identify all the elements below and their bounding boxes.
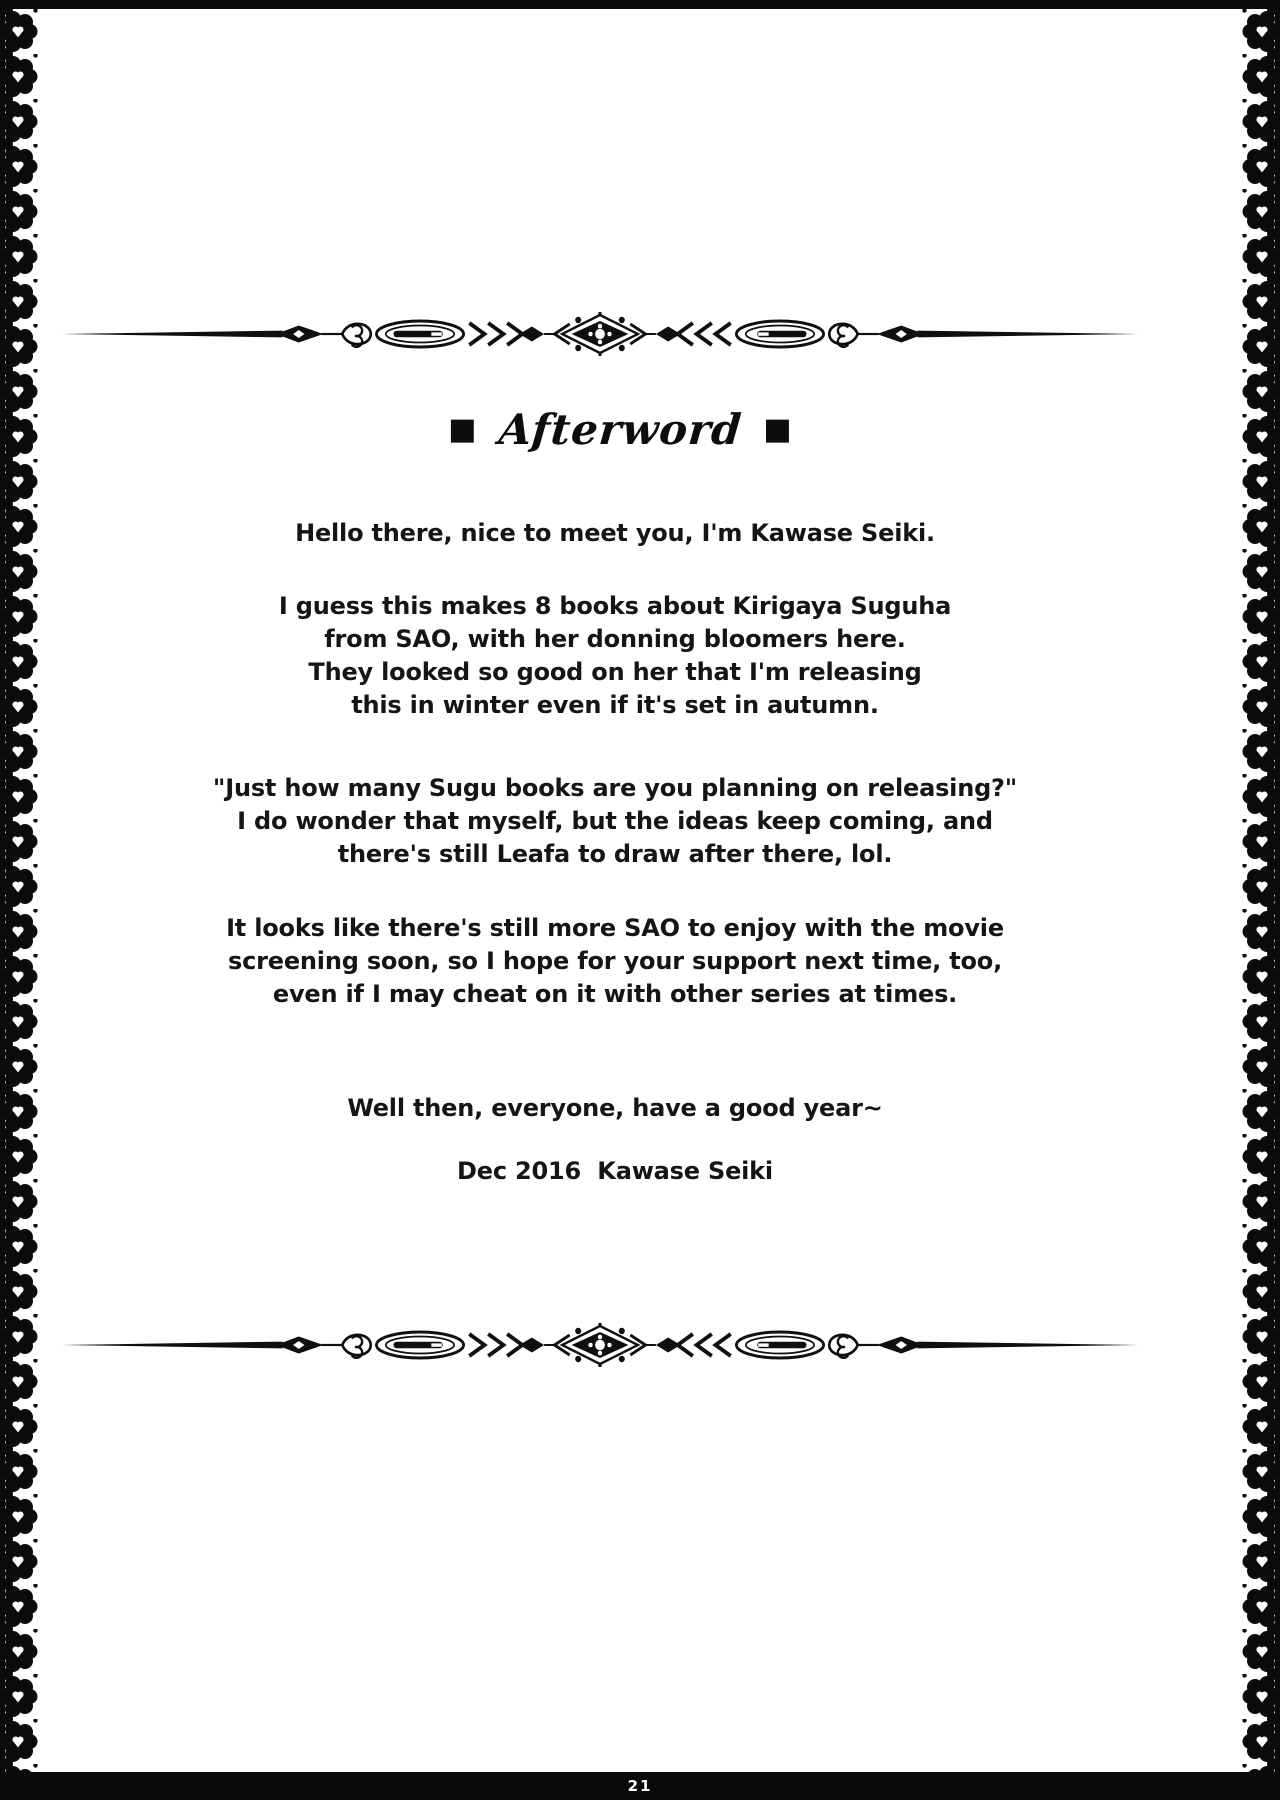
lace-border-left-icon <box>0 9 40 1772</box>
lace-border-right-icon <box>1240 9 1280 1772</box>
title-square-left-icon: ■ <box>448 412 477 447</box>
top-border-bar <box>0 0 1280 9</box>
afterword-paragraph-movie <box>0 912 1230 1011</box>
afterword-paragraph-question <box>0 772 1230 871</box>
text-line: there's still Leafa to draw after there, lol. <box>337 840 893 868</box>
afterword-paragraph-greeting <box>0 517 1230 550</box>
page-number: 21 <box>627 1777 653 1795</box>
afterword-paragraph-books <box>0 590 1230 722</box>
afterword-title <box>0 406 1240 454</box>
page-number-bar <box>0 1772 1280 1800</box>
text-line: Dec 2016 Kawase Seiki <box>457 1157 773 1185</box>
text-line: screening soon, so I hope for your support next time, too, <box>228 947 1002 975</box>
text-line: I guess this makes 8 books about Kirigaya Suguha <box>278 592 952 620</box>
text-line: It looks like there's still more SAO to enjoy with the movie <box>226 914 1004 942</box>
text-line: this in winter even if it's set in autumn. <box>351 691 879 719</box>
text-line: even if I may cheat on it with other series at times. <box>272 980 958 1008</box>
text-line: They looked so good on her that I'm releasing <box>308 658 922 686</box>
afterword-signature <box>0 1155 1230 1188</box>
text-line: from SAO, with her donning bloomers here. <box>324 625 906 653</box>
ornamental-divider-bottom-icon <box>60 1323 1140 1367</box>
text-line: Hello there, nice to meet you, I'm Kawase Seiki. <box>295 519 935 547</box>
text-line: "Just how many Sugu books are you planning on releasing?" <box>212 774 1018 802</box>
afterword-title-text: Afterword <box>496 405 744 454</box>
afterword-paragraph-farewell <box>0 1092 1230 1125</box>
ornamental-divider-top-icon <box>60 312 1140 356</box>
title-square-right-icon: ■ <box>763 412 792 447</box>
text-line: I do wonder that myself, but the ideas keep coming, and <box>237 807 993 835</box>
text-line: Well then, everyone, have a good year~ <box>347 1094 883 1122</box>
